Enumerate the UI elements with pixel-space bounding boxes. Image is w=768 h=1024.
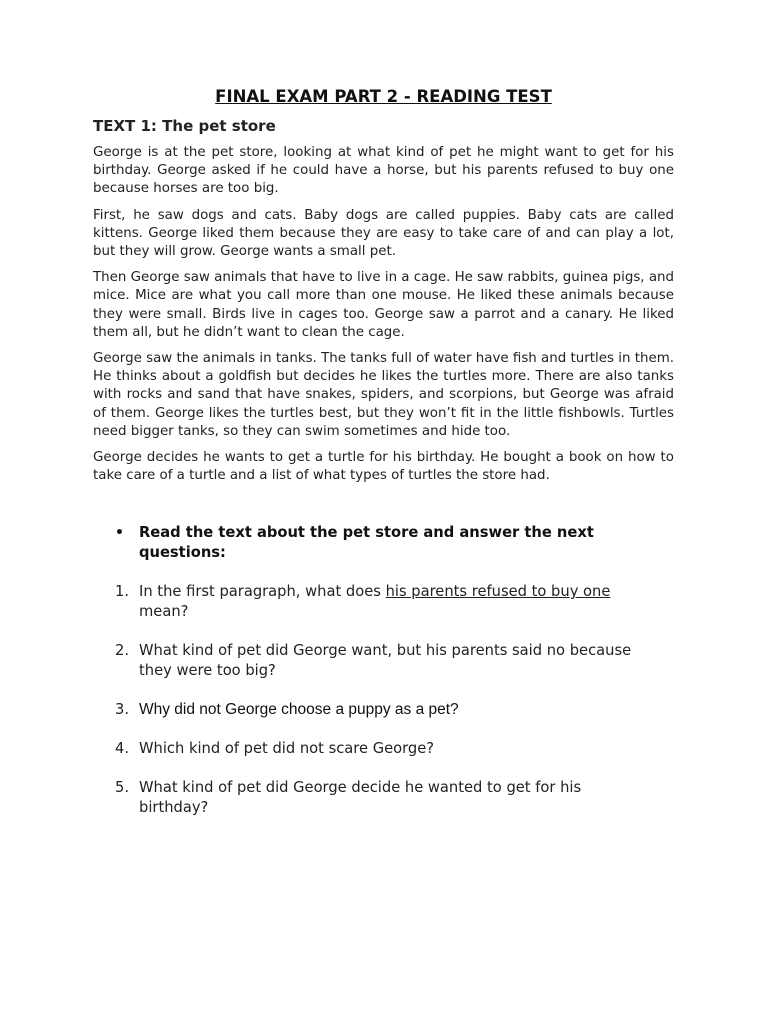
question-text (139, 582, 639, 622)
bullet-icon: • (115, 525, 124, 542)
paragraph: First, he saw dogs and cats. Baby dogs are called puppies. Baby cats are called kittens. George liked them because they are easy to take care of and can play a lot, but they will grow. George wants a small pet. (93, 207, 674, 260)
question-text: Why did not George choose a puppy as a pet? (139, 701, 459, 719)
exam-page (93, 86, 674, 837)
question-number: 4. (115, 740, 130, 758)
question-text: What kind of pet did George want, but his parents said no because they were too big? (139, 642, 632, 680)
question-list (93, 582, 674, 818)
question-number: 5. (115, 779, 130, 797)
question-number: 2. (115, 642, 130, 660)
question-text-end: mean? (139, 603, 189, 621)
question-item (93, 582, 674, 622)
paragraph: George is at the pet store, looking at what kind of pet he might want to get for his birthday. George asked if he could have a horse, but his parents refused to buy one because horses are too big. (93, 145, 674, 197)
question-item (93, 641, 674, 681)
question-item (93, 778, 674, 818)
paragraph: George saw the animals in tanks. The tanks full of water have fish and turtles in them. He thinks about a goldfish but decides he likes the turtles more. There are also tanks with rocks and sand that have snakes, spiders, and scorpions, but George was afraid of them. George likes the turtles best, but they won’t fit in the little fishbowls. Turtles need bigger tanks, so they can swim sometimes and hide too. (93, 351, 674, 439)
question-text: Which kind of pet did not scare George? (139, 740, 435, 758)
reading-text (93, 144, 674, 485)
question-item (93, 739, 674, 759)
underlined-phrase: his parents refused to buy one (385, 583, 611, 601)
question-number: 1. (115, 583, 130, 601)
instruction-item (93, 523, 674, 563)
instruction-text: Read the text about the pet store and answer the next questions: (139, 524, 594, 562)
text-heading: TEXT 1: The pet store (93, 117, 276, 135)
page-title: FINAL EXAM PART 2 - READING TEST (215, 87, 552, 106)
question-text-start: In the first paragraph, what does (139, 583, 386, 601)
paragraph: Then George saw animals that have to live in a cage. He saw rabbits, guinea pigs, and mice. Mice are what you call more than one mouse. He liked these animals because they were small. Birds live in cages too. George saw a parrot and a canary. He liked them all, but he didn’t want to clean the cage. (93, 270, 675, 340)
question-item (93, 700, 674, 720)
paragraph: George decides he wants to get a turtle for his birthday. He bought a book on how to take care of a turtle and a list of what types of turtles the store had. (93, 450, 674, 484)
instructions (93, 523, 674, 563)
question-text: What kind of pet did George decide he wanted to get for his birthday? (139, 779, 582, 817)
question-number: 3. (115, 701, 130, 719)
